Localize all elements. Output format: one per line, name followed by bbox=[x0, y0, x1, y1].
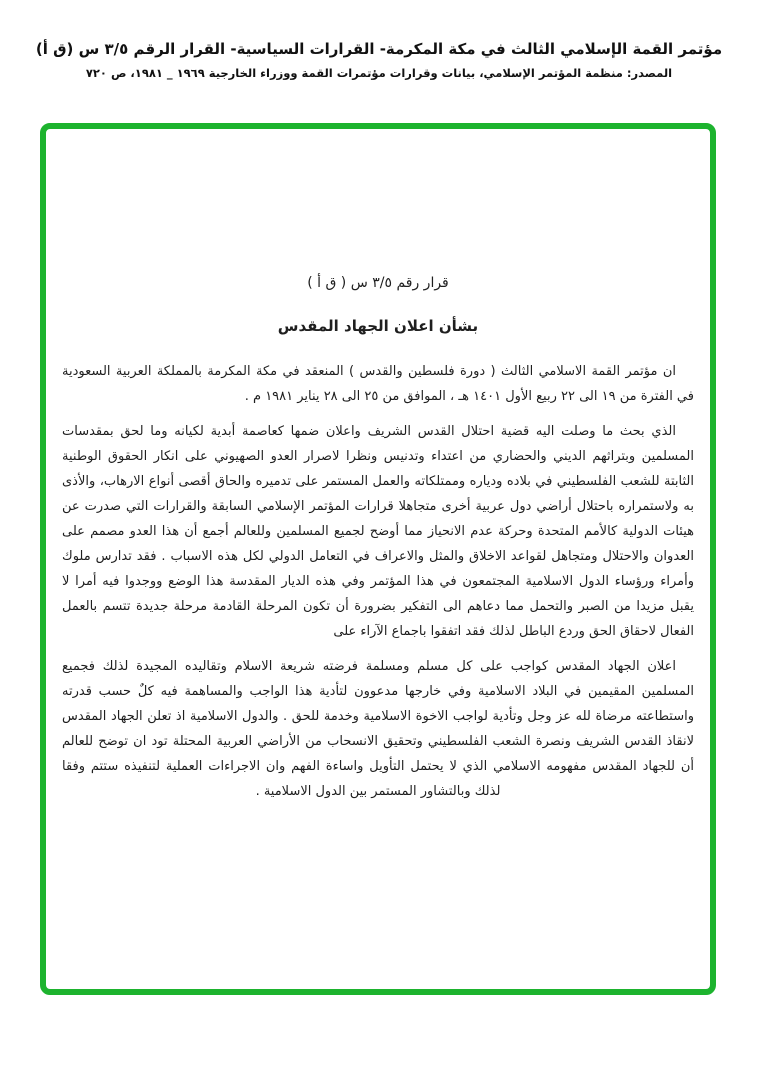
paragraph-declaration: اعلان الجهاد المقدس كواجب على كل مسلم ومسلمة فرضته شريعة الاسلام وتقاليده المجيدة لذلك فجميع المسلمين المقيمين في البلاد الاسلامية وفي خارجها مدعوون لتأدية هذا الواجب والمساهمة فيه كلٌ حسب قدرته واستطاعته مرضاة لله عز وجل وتأدية لواجب الاخوة الاسلامية وخدمة للحق . والدول الاسلامية اذ تعلن الجهاد المقدس لانقاذ القدس الشريف ونصرة الشعب الفلسطيني وتحقيق الانسحاب من الأراضي العربية المحتلة تود ان توضح للعالم أن للجهاد المقدس مفهومه الاسلامي الذي لا يحتمل التأويل واساءة الفهم وان الاجراءات العملية لتنفيذه ستتم وفقا لذلك وبالتشاور المستمر بين الدول الاسلامية . bbox=[62, 659, 694, 799]
decision-number: قرار رقم ٣/٥ س ( ق أ ) bbox=[307, 275, 449, 291]
document-header bbox=[0, 40, 758, 80]
document-body bbox=[46, 129, 710, 814]
decision-subject-title: بشأن اعلان الجهاد المقدس bbox=[277, 317, 479, 335]
green-frame bbox=[40, 123, 716, 995]
header-title: مؤتمر القمة الإسلامي الثالث في مكة المكرمة- القرارات السياسية- القرار الرقم ٣/٥ س (ق أ) bbox=[35, 40, 723, 58]
paragraph-considerations: الذي بحث ما وصلت اليه قضية احتلال القدس الشريف واعلان ضمها كعاصمة أبدية لكيانه وما لحق بمقدسات المسلمين وبتراثهم الديني والحضاري من اعتداء وتدنيس ونظرا لاصرار العدو الصهيوني على انكار الحقوق الوطنية الثابتة للشعب الفلسطيني في بلاده ودياره وممتلكاته والعمل المستمر على تدميره والحاق أقصى أنواع الارهاب، والأذى به ولاستمراره باحتلال أراضي دول عربية أخرى متجاهلا قرارات المؤتمر الإسلامي السابقة والقرارات التي صدرت عن هيئات الدولية كالأمم المتحدة وحركة عدم الانحياز مما أوضح لجميع المسلمين وللعالم أجمع أن هذا العدو مصمم على العدوان والاحتلال ومتجاهل لقواعد الاخلاق والمثل والاعراف في التعامل الدولي لكل هذه الاسباب . فقد تدارس ملوك وأمراء ورؤساء الدول الاسلامية المجتمعون في هذا المؤتمر وفي هذه الديار المقدسة هذا الوضع ووجدوا فيه أمرا لا يقبل مزيدا من الصبر والتحمل مما دعاهم الى التفكير بضرورة أن تكون المرحلة القادمة مرحلة جديدة تتسم بالعمل الفعال لاحقاق الحق وردع الباطل لذلك فقد اتفقوا باجماع الآراء على bbox=[62, 424, 694, 639]
paragraph-preamble: ان مؤتمر القمة الاسلامي الثالث ( دورة فلسطين والقدس ) المنعقد في مكة المكرمة بالمملكة العربية السعودية في الفترة من ١٩ الى ٢٢ ربيع الأول ١٤٠١ هـ ، الموافق من ٢٥ الى ٢٨ يناير ١٩٨١ م . bbox=[62, 364, 694, 404]
header-source: المصدر: منظمة المؤتمر الإسلامي، بيانات وقرارات مؤتمرات القمة ووزراء الخارجية ١٩٦٩ _ ١٩٨١، ص ٧٢٠ bbox=[85, 66, 673, 80]
